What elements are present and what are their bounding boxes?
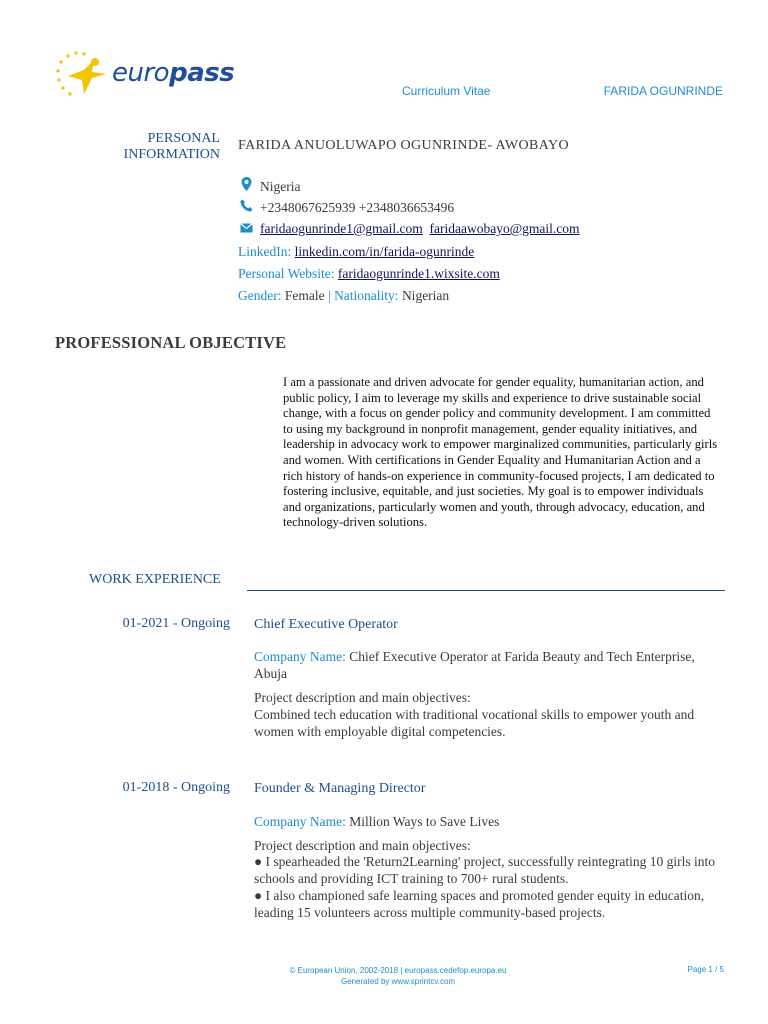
page-number: Page 1 / 5 xyxy=(687,965,724,974)
location: Nigeria xyxy=(260,179,301,194)
linkedin-link[interactable]: linkedin.com/in/farida-ogunrinde xyxy=(294,244,475,259)
company-line xyxy=(254,648,726,682)
location-pin-icon xyxy=(238,177,254,194)
linkedin-row xyxy=(238,244,474,260)
professional-objective-title: PROFESSIONAL OBJECTIVE xyxy=(55,333,287,352)
footer-generated: Generated by www.sprintcv.com xyxy=(340,977,456,986)
company-value: Chief Executive Operator at Farida Beauty and Tech Enterprise, Abuja xyxy=(254,649,695,681)
professional-objective-text: I am a passionate and driven advocate for gender equality, humanitarian action, and public policy, I aim to leverage my skills and experience to drive sustainable social change, with a focus on gender policy and community development. I am committed to using my background in nonprofit management, gender equality initiatives, and leadership in advocacy work to empower marginalized communities, particularly girls and women. With certifications in Gender Equality and Humanitarian Action and a rich history of hands-on experience in community-focused projects, I am dedicated to fostering inclusive, equitable, and just societies. My goal is to empower individuals and organizations, particularly women and youth, through advocacy, education, and technology-driven solutions. xyxy=(283,375,718,530)
separator: | xyxy=(327,288,331,303)
job-title: Chief Executive Operator xyxy=(254,617,398,632)
personal-information-label: PERSONAL INFORMATION xyxy=(123,131,220,162)
list-item: ● I also championed safe learning spaces and promoted gender equity in education, leading 15 volunteers across multiple community-based projects. xyxy=(254,888,705,920)
linkedin-label: LinkedIn: xyxy=(238,244,292,259)
job-date: 01-2018 - Ongoing xyxy=(122,780,230,795)
email-icon xyxy=(238,222,254,236)
website-row xyxy=(238,266,500,282)
europass-star-figure-icon xyxy=(54,50,116,102)
phone-icon xyxy=(238,199,254,215)
website-label: Personal Website: xyxy=(238,266,335,281)
list-item: ● I spearheaded the 'Return2Learning' project, successfully reintegrating 10 girls into schools and providing ICT training to 700+ rural students. xyxy=(254,854,715,886)
email-link-1[interactable]: faridaogunrinde1@gmail.com xyxy=(260,221,423,236)
gender-nationality-row xyxy=(238,288,449,304)
full-name: FARIDA ANUOLUWAPO OGUNRINDE- AWOBAYO xyxy=(238,138,570,153)
cv-label: Curriculum Vitae xyxy=(402,84,491,98)
footer-copyright: © European Union, 2002-2018 | europass.cedefop.europa.eu xyxy=(289,966,507,975)
job-title: Founder & Managing Director xyxy=(254,781,426,796)
phone-row xyxy=(238,199,454,216)
europass-logo xyxy=(54,50,235,102)
header-name: FARIDA OGUNRINDE xyxy=(603,84,723,98)
europass-wordmark: europass xyxy=(112,58,235,88)
company-value: Million Ways to Save Lives xyxy=(349,814,500,829)
gender-label: Gender: xyxy=(238,288,282,303)
section-divider xyxy=(247,590,725,591)
email-row xyxy=(238,221,580,237)
phone-numbers: +2348067625939 +2348036653496 xyxy=(260,200,455,215)
company-label: Company Name: xyxy=(254,649,346,664)
nationality-value: Nigerian xyxy=(401,288,450,303)
location-row xyxy=(238,177,300,195)
gender-value: Female xyxy=(284,288,325,303)
company-label: Company Name: xyxy=(254,814,346,829)
project-description-label: Project description and main objectives: xyxy=(254,690,471,705)
email-link-2[interactable]: faridaawobayo@gmail.com xyxy=(429,221,580,236)
work-experience-label: WORK EXPERIENCE xyxy=(89,572,221,587)
project-description: Combined tech education with traditional vocational skills to empower youth and women with employable digital competencies. xyxy=(254,707,695,739)
project-description-label: Project description and main objectives: xyxy=(254,838,471,853)
job-date: 01-2021 - Ongoing xyxy=(122,616,230,631)
company-line xyxy=(254,813,726,830)
website-link[interactable]: faridaogunrinde1.wixsite.com xyxy=(337,266,500,281)
nationality-label: Nationality: xyxy=(334,288,399,303)
